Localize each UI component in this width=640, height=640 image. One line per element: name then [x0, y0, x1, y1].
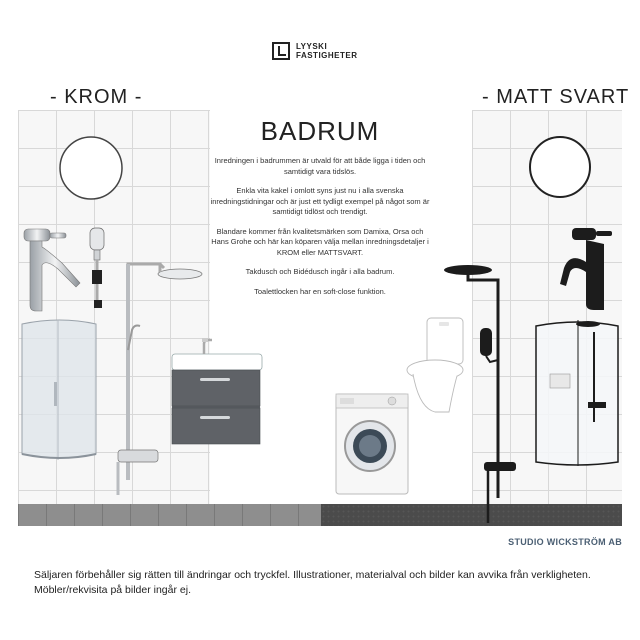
washing-machine — [334, 392, 410, 496]
shower-enclosure-black — [532, 312, 622, 470]
paragraph-1: Inredningen i badrummen är utvald för att både ligga i tiden och samtidigt vara tidslös. — [214, 156, 426, 176]
paragraph-4: Takdusch och Bidédusch ingår i alla badrum. — [245, 267, 395, 276]
brand-logo — [272, 42, 358, 60]
logo-icon — [272, 42, 290, 60]
basin-faucet-matte-black — [556, 222, 622, 312]
basin-faucet-chrome — [22, 225, 84, 313]
paragraph-5: Toalettlocken har en soft-close funktion. — [254, 286, 386, 296]
logo-line-1: LYYSKI — [296, 42, 328, 51]
body-text — [210, 156, 430, 306]
paragraph-2: Enkla vita kakel i omlott syns just nu i alla svenska inredningstidningar och är just ett tydligt exempel på något som är samtidigt tidlöst och trendigt. — [210, 186, 430, 216]
disclaimer — [34, 568, 624, 598]
disclaimer-line-1: Säljaren förbehåller sig rätten till ändringar och tryckfel. Illustrationer, materialval och bilder kan avvika från verkligheten. — [34, 569, 591, 581]
disclaimer-line-2: Möbler/rekvisita på bilder ingår ej. — [34, 584, 191, 596]
section-label-matt-svart: - MATT SVART — [482, 86, 629, 108]
round-mirror-black — [526, 133, 594, 201]
studio-credit: STUDIO WICKSTRÖM AB — [508, 537, 622, 547]
logo-text — [296, 42, 358, 60]
round-mirror-chrome — [56, 133, 126, 203]
shower-column-black — [440, 258, 536, 528]
section-label-krom: - KROM - — [50, 86, 143, 108]
floor-grey-left — [18, 504, 321, 526]
shower-enclosure-chrome — [20, 322, 100, 462]
paragraph-3: Blandare kommer från kvalitetsmärken som Damixa, Orsa och Hans Grohe och här kan köparen välja mellan inredningsdetaljer i KROM eller MATTSVART. — [211, 226, 429, 257]
logo-line-2: FASTIGHETER — [296, 51, 358, 60]
vanity-unit — [168, 336, 264, 446]
page-title: BADRUM — [260, 116, 380, 146]
